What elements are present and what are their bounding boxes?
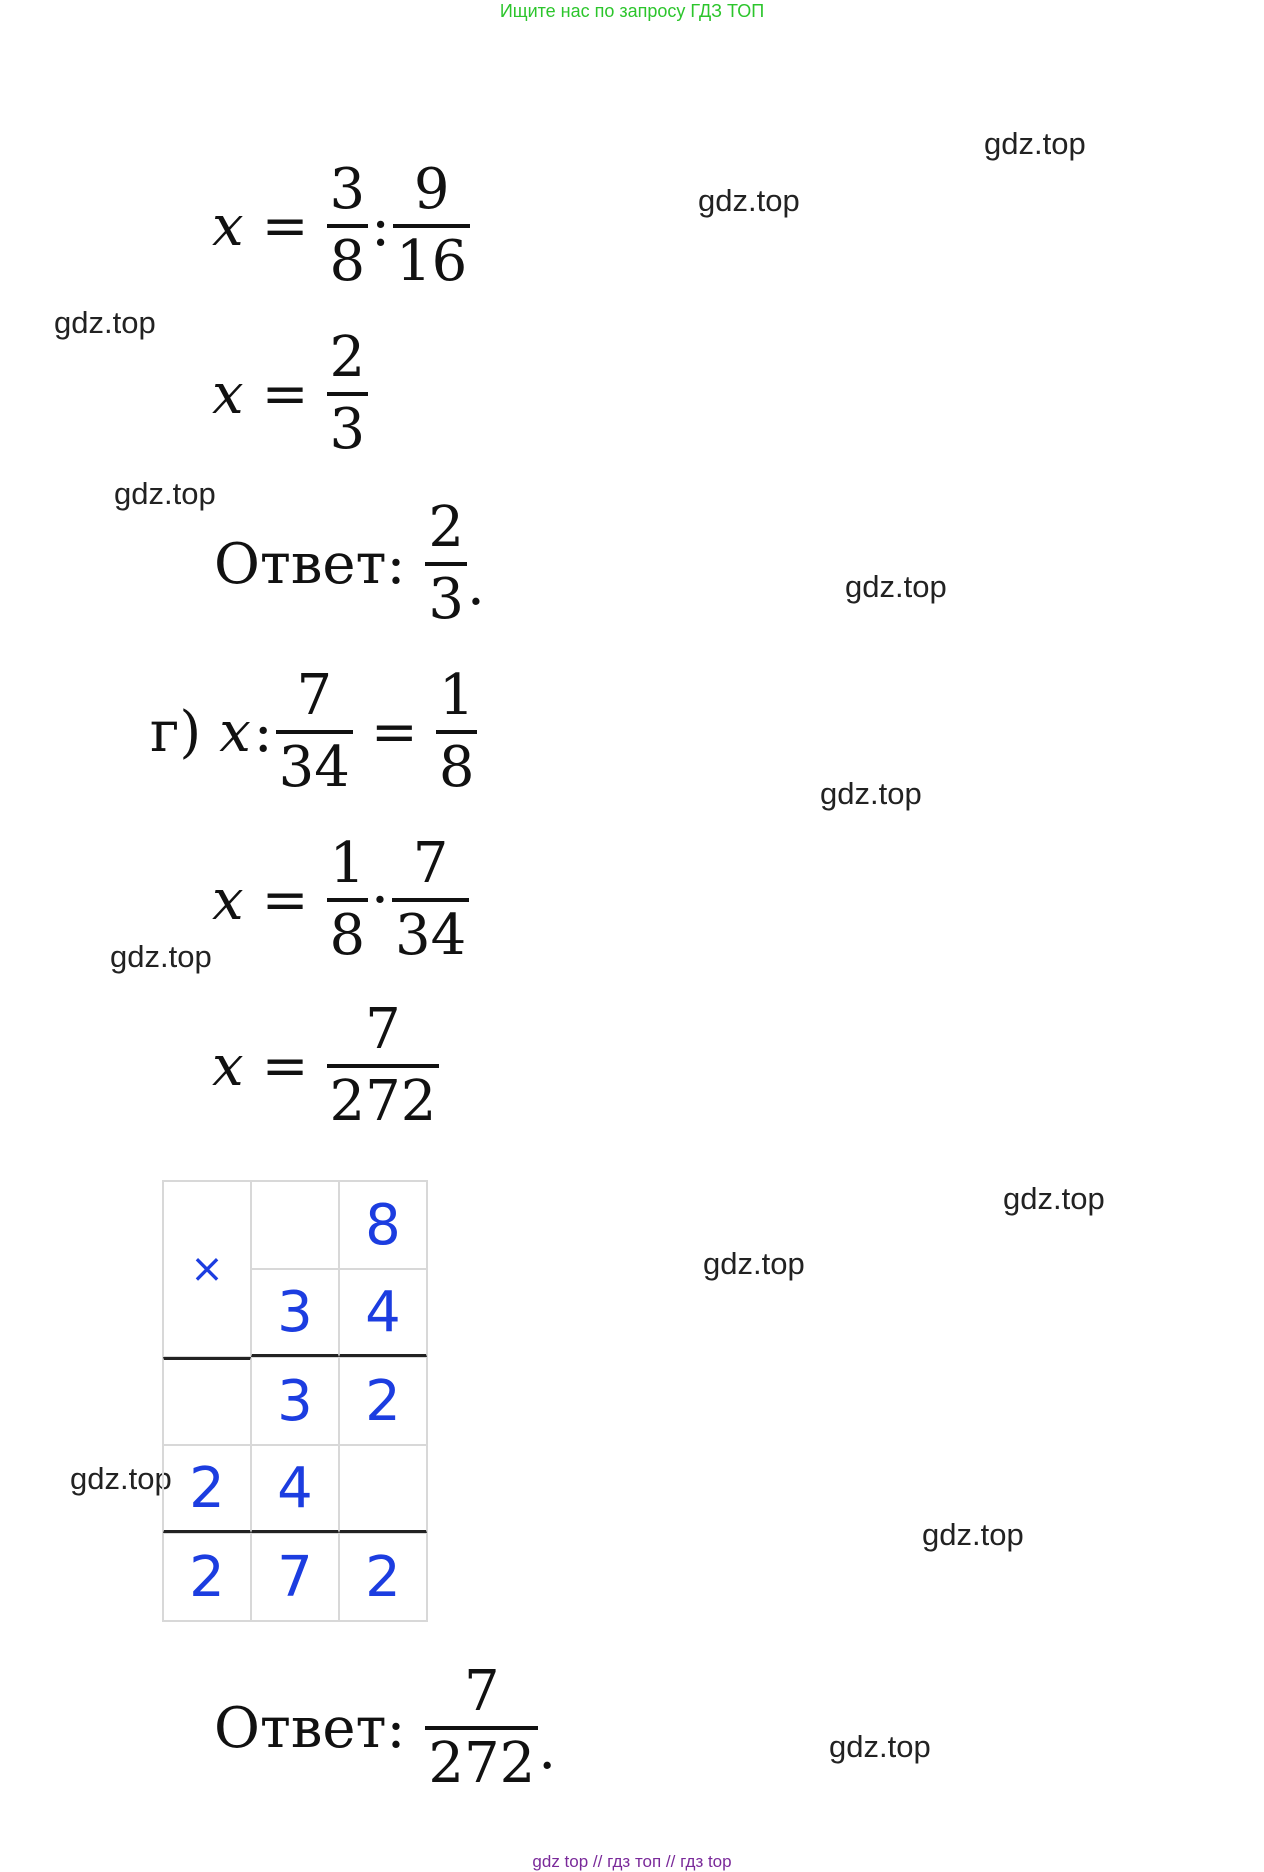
grid-cell: 2 [163,1445,251,1533]
watermark: gdz.top [110,939,212,974]
fraction [327,831,369,968]
grid-cell: 8 [339,1181,427,1269]
grid-cell: 2 [339,1357,427,1445]
numerator: 7 [365,997,401,1062]
period: . [467,553,485,618]
answer-1 [214,495,485,632]
variable-x: x [212,1033,244,1099]
grid-cell: 7 [251,1533,339,1621]
denominator: 272 [327,1064,440,1130]
denominator: 16 [393,224,470,290]
division-sign: : [371,193,391,259]
fraction [327,325,369,462]
denominator: 8 [327,224,369,290]
fraction [276,663,353,800]
numerator: 3 [329,157,366,222]
period: . [538,1717,557,1782]
numerator: 1 [438,663,475,728]
grid-cell [251,1181,339,1269]
watermark: gdz.top [1003,1181,1105,1216]
denominator: 8 [436,730,478,796]
top-banner: Ищите нас по запросу ГДЗ ТОП [499,1,765,21]
answer-label: Ответ: [214,531,406,597]
grid-cell: 3 [251,1269,339,1357]
equals-sign: = [261,361,309,427]
equals-sign: = [261,867,309,933]
denominator: 8 [327,898,369,964]
variable-x: x [212,193,244,259]
footer-links: gdz top // гдз топ // гдз top [532,1852,732,1871]
numerator: 1 [329,831,366,896]
numerator: 7 [464,1659,500,1724]
watermark: gdz.top [984,126,1086,161]
equation-2 [212,325,368,462]
fraction [327,997,440,1134]
grid-cell [163,1357,251,1445]
grid-cell: 4 [251,1445,339,1533]
watermark: gdz.top [845,569,947,604]
numerator: 7 [412,831,449,896]
variable-x: x [219,699,251,765]
denominator: 272 [425,1726,538,1792]
denominator: 3 [425,562,467,628]
fraction [327,157,369,294]
grid-cell: 3 [251,1357,339,1445]
denominator: 34 [392,898,469,964]
equals-sign: = [261,193,309,259]
watermark: gdz.top [70,1461,172,1496]
watermark: gdz.top [829,1729,931,1764]
fraction [393,157,470,294]
answer-2 [214,1659,557,1796]
grid-cell: × [163,1181,251,1357]
equation-4 [212,831,469,968]
numerator: 7 [296,663,333,728]
equals-sign: = [261,1033,309,1099]
watermark: gdz.top [698,183,800,218]
variable-x: x [212,361,244,427]
grid-cell: 4 [339,1269,427,1357]
fraction [425,495,467,632]
watermark: gdz.top [54,305,156,340]
grid-cell [339,1445,427,1533]
column-multiplication [162,1180,428,1622]
fraction [436,663,478,800]
fraction [392,831,469,968]
equation-3 [150,663,477,800]
watermark: gdz.top [820,776,922,811]
division-sign: : [253,699,273,765]
equals-sign: = [370,699,418,765]
grid-cell: 2 [339,1533,427,1621]
watermark: gdz.top [114,476,216,511]
denominator: 34 [276,730,353,796]
multiplication-dot: · [371,867,389,933]
item-label: г) [150,699,202,765]
grid-cell: 2 [163,1533,251,1621]
equation-1 [212,157,470,294]
watermark: gdz.top [703,1246,805,1281]
watermark: gdz.top [922,1517,1024,1552]
answer-label: Ответ: [214,1695,406,1761]
variable-x: x [212,867,244,933]
numerator: 2 [428,495,465,560]
denominator: 3 [327,392,369,458]
fraction [425,1659,538,1796]
numerator: 2 [329,325,366,390]
numerator: 9 [413,157,450,222]
equation-5 [212,997,439,1134]
